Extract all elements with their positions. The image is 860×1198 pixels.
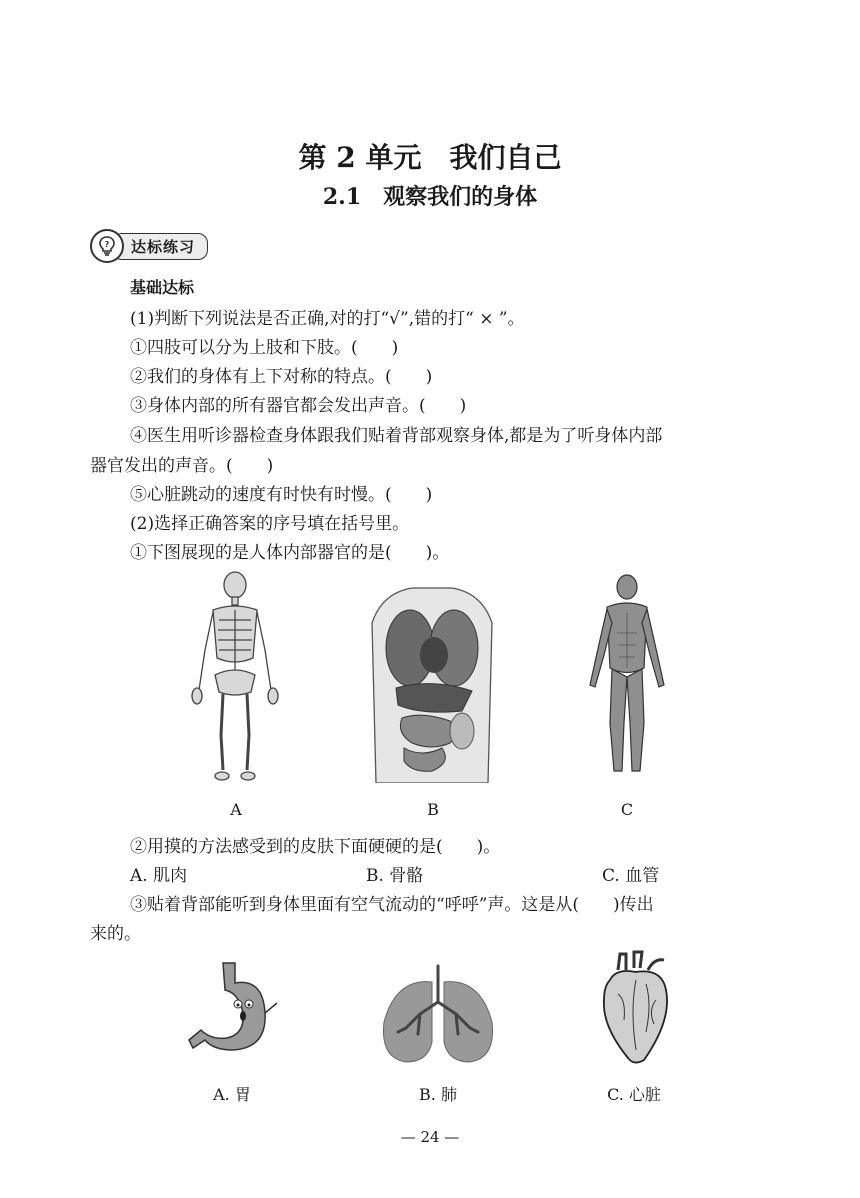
q1-prompt: (1)判断下列说法是否正确,对的打“√”,错的打“ × ”。 [130, 309, 525, 329]
figure-label: B [427, 800, 439, 819]
option: A. 肌肉 [130, 866, 188, 886]
q2-sub3-text-continuation: 来的。 [90, 924, 141, 944]
q1-item: ①四肢可以分为上肢和下肢。( ) [130, 338, 399, 358]
page-number: — 24 — [400, 1128, 460, 1146]
svg-text:?: ? [104, 240, 110, 249]
heart-icon [596, 950, 676, 1070]
section-badge [90, 229, 208, 263]
q2-prompt: (2)选择正确答案的序号填在括号里。 [130, 514, 410, 534]
figure-label: C. 心脏 [607, 1085, 661, 1104]
skeleton-icon [185, 570, 285, 785]
q1-item: ③身体内部的所有器官都会发出声音。( ) [130, 396, 467, 416]
internal-organs-icon [362, 583, 502, 783]
q2-sub1-text: ①下图展现的是人体内部器官的是( )。 [130, 543, 450, 563]
subsection-heading: 基础达标 [130, 278, 195, 297]
figure-label: A. 胃 [213, 1085, 251, 1104]
figure-label: C [620, 800, 634, 819]
q1-item: ④医生用听诊器检查身体跟我们贴着背部观察身体,都是为了听身体内部 [130, 426, 663, 446]
q1-item-continuation: 器官发出的声音。( ) [90, 456, 274, 476]
stomach-icon [183, 958, 283, 1068]
figure-label: B. 肺 [419, 1085, 457, 1104]
lesson-title: 2.1 观察我们的身体 [322, 184, 538, 210]
muscle-body-icon [582, 573, 672, 783]
option: C. 血管 [602, 866, 660, 886]
option: B. 骨骼 [366, 866, 424, 886]
figure-label: A [230, 800, 242, 819]
lungs-icon [376, 962, 500, 1066]
section-badge-label: 达标练习 [112, 233, 208, 260]
q2-sub2-text: ②用摸的方法感受到的皮肤下面硬硬的是( )。 [130, 837, 501, 857]
lightbulb-question-icon [90, 229, 124, 263]
q2-sub3-text: ③贴着背部能听到身体里面有空气流动的“呼呼”声。这是从( )传出 [130, 895, 654, 915]
q1-item: ②我们的身体有上下对称的特点。( ) [130, 367, 433, 387]
unit-title: 第 2 单元 我们自己 [298, 141, 562, 174]
q1-item: ⑤心脏跳动的速度有时快有时慢。( ) [130, 485, 433, 505]
